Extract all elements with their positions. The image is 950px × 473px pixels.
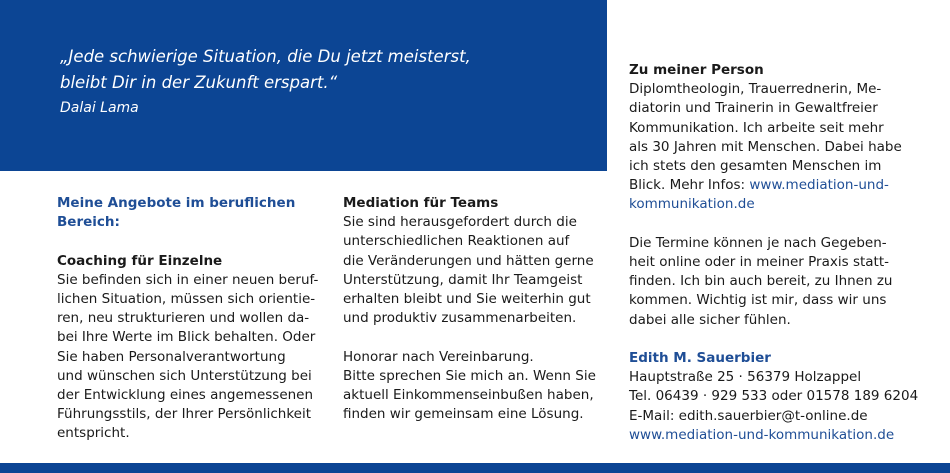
text-line: aktuell Einkommenseinbußen haben, [343, 387, 594, 404]
text-line: Sie haben Personalverantwortung [57, 348, 286, 365]
bottom-bar [0, 463, 950, 473]
offers-heading-line: Bereich: [57, 214, 120, 231]
text-line: ich stets den gesamten Menschen im [629, 158, 882, 175]
coaching-heading: Coaching für Einzelne [57, 252, 223, 269]
coaching-text [57, 271, 319, 444]
text-line: heit online oder in meiner Praxis statt- [629, 254, 890, 271]
offers-column [57, 194, 319, 444]
text-line: dabei alle sicher fühlen. [629, 311, 791, 328]
person-column [629, 61, 929, 445]
website-link[interactable]: www.mediation-und- [749, 177, 889, 194]
fee-text [343, 348, 605, 425]
text-line: der Entwicklung eines angemessenen [57, 387, 314, 404]
text-line: finden. Ich bin auch bereit, zu Ihnen zu [629, 273, 893, 290]
contact-details [629, 368, 929, 445]
offers-heading [57, 194, 319, 232]
contact-address: Hauptstraße 25 · 56379 Holzappel [629, 369, 862, 386]
contact-phone: Tel. 06439 · 929 533 oder 01578 189 6204 [629, 388, 919, 405]
quote-line: bleibt Dir in der Zukunft erspart.“ [60, 73, 338, 92]
text-line: Die Termine können je nach Gegeben- [629, 234, 887, 251]
appointment-text [629, 234, 929, 330]
text-line: die Veränderungen und hätten gerne [343, 252, 594, 269]
text-line: diatorin und Trainerin in Gewaltfreier [629, 100, 878, 117]
contact-website-link[interactable]: www.mediation-und-kommunikation.de [629, 426, 895, 443]
person-heading: Zu meiner Person [629, 62, 764, 78]
text-line: als 30 Jahren mit Menschen. Dabei habe [629, 138, 902, 155]
text-line: Sie sind herausgefordert durch die [343, 214, 577, 231]
text-line: erhalten bleibt und Sie weiterhin gut [343, 291, 591, 308]
text-line: und wünschen sich Unterstützung bei [57, 367, 312, 384]
text-line: Diplomtheologin, Trauerrednerin, Me- [629, 81, 882, 98]
text-line: Blick. Mehr Infos: [629, 177, 750, 194]
text-line: finden wir gemeinsam eine Lösung. [343, 406, 584, 423]
mediation-heading: Mediation für Teams [343, 195, 499, 211]
mediation-text [343, 213, 605, 328]
quote-author: Dalai Lama [60, 100, 139, 116]
text-line: Unterstützung, damit Ihr Teamgeist [343, 271, 583, 288]
mediation-column [343, 194, 605, 424]
text-line: kommen. Wichtig ist mir, dass wir uns [629, 292, 887, 309]
person-text [629, 80, 929, 214]
quote-line: „Jede schwierige Situation, die Du jetzt meisterst, [60, 47, 471, 66]
text-line: und produktiv zusammenarbeiten. [343, 310, 577, 327]
offers-heading-line: Meine Angebote im beruflichen [57, 195, 296, 211]
text-line: Kommunikation. Ich arbeite seit mehr [629, 119, 884, 136]
text-line: lichen Situation, müssen sich orientie- [57, 291, 316, 307]
text-line: entspricht. [57, 425, 130, 442]
text-line: Bitte sprechen Sie mich an. Wenn Sie [343, 367, 596, 384]
text-line: unterschiedlichen Reaktionen auf [343, 233, 570, 250]
text-line: Honorar nach Vereinbarung. [343, 348, 534, 365]
quote-text [60, 44, 580, 96]
quote-box [0, 0, 607, 171]
text-line: bei Ihre Werte im Blick behalten. Oder [57, 329, 316, 346]
text-line: Sie befinden sich in einer neuen beruf- [57, 271, 319, 288]
website-link[interactable]: kommunikation.de [629, 196, 755, 213]
text-line: Führungsstils, der Ihrer Persönlichkeit [57, 406, 312, 423]
contact-name: Edith M. Sauerbier [629, 350, 771, 367]
contact-email[interactable]: E-Mail: edith.sauerbier@t-online.de [629, 407, 868, 424]
text-line: ren, neu strukturieren und wollen da- [57, 310, 310, 327]
